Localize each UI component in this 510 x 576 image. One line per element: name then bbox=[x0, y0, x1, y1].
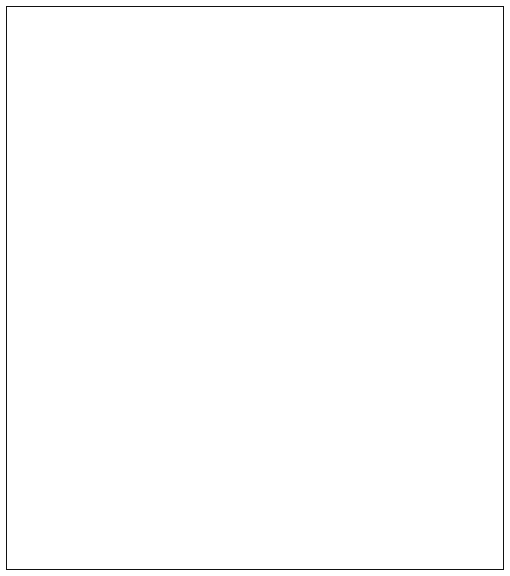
notice-body bbox=[21, 39, 489, 535]
notice-title bbox=[21, 15, 489, 33]
notice-footer-signature bbox=[21, 541, 489, 559]
notice-border bbox=[6, 6, 504, 570]
